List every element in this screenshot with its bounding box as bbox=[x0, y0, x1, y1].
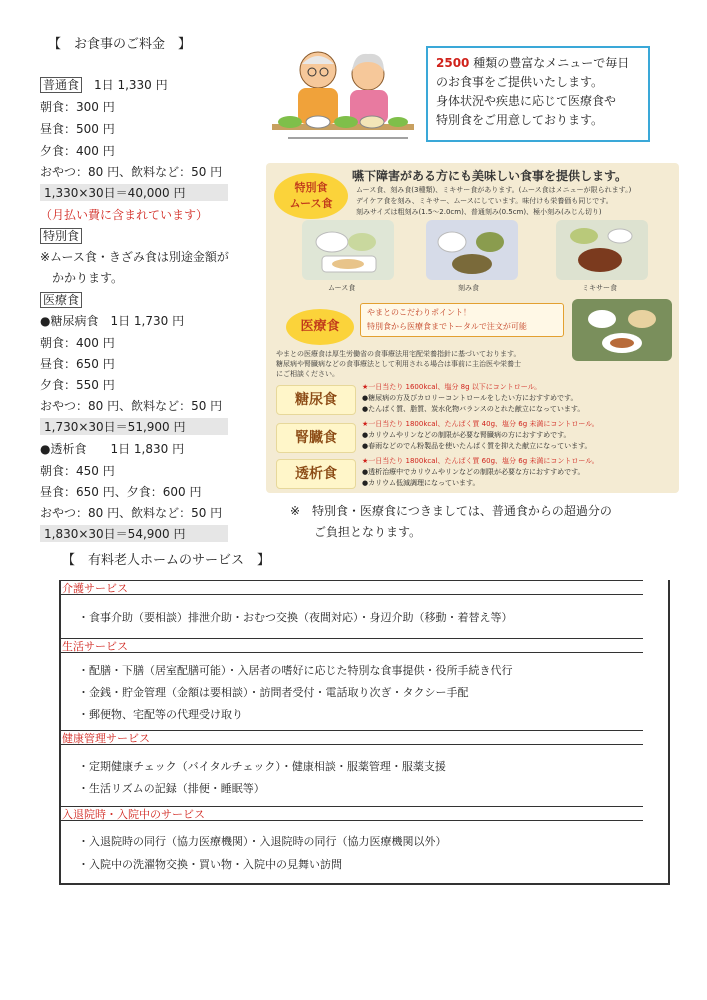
breakfast-price: 朝食：300 円 bbox=[40, 100, 115, 114]
diabetes-diet-tag: 糖尿食 bbox=[276, 385, 356, 415]
mousse-meal-photo bbox=[302, 220, 394, 280]
services-table bbox=[59, 580, 670, 885]
medical-desc-1: やまとの医療食は厚生労働省の食事療法用宅配栄養指針に基づいております。 bbox=[276, 350, 521, 358]
info-line-2: のお食事をご提供いたします。 bbox=[436, 75, 604, 89]
health-service-item-2: ・生活リズムの記録（排便・睡眠等） bbox=[78, 782, 265, 795]
life-service-title: 生活サービス bbox=[59, 638, 643, 653]
life-service-item-1: ・配膳・下膳（居室配膳可能）・入居者の嗜好に応じた特別な食事提供・役所手続き代行 bbox=[78, 664, 513, 677]
care-service-title: 介護サービス bbox=[59, 580, 643, 595]
diabetes-snack: おやつ：80 円、飲料など：50 円 bbox=[40, 399, 223, 413]
special-bullet-3: 刻みサイズは粗刻み(1.5〜2.0cm)、普通刻み(0.5cm)、極小刻み(みじん切り) bbox=[356, 208, 602, 216]
special-meal-label: 特別食 bbox=[40, 228, 82, 244]
info-line-4: 特別食をご用意しております。 bbox=[436, 113, 604, 127]
meal-photo-panel bbox=[266, 163, 679, 493]
dialysis-breakfast: 朝食：450 円 bbox=[40, 464, 115, 478]
diabetes-breakfast: 朝食：400 円 bbox=[40, 336, 115, 350]
snack-price: おやつ：80 円、飲料など：50 円 bbox=[40, 165, 223, 179]
kidney-note-2: ●春雨などのでん粉製品を使いたんぱく質を抑えた献立になっています。 bbox=[362, 442, 592, 450]
hospital-service-item-1: ・入退院時の同行（協力医療機関）・入退院時の同行（協力医療機関以外） bbox=[78, 835, 447, 848]
services-heading: 【 有料老人ホームのサービス 】 bbox=[62, 553, 271, 568]
diabetes-meal-price: ●糖尿病食 1日 1,730 円 bbox=[40, 314, 185, 328]
special-bullet-1: ムース食、刻み食(3種類)、ミキサー食があります。(ムース食はメニューが限られます。) bbox=[356, 186, 632, 194]
chopped-meal-photo bbox=[426, 220, 518, 280]
excess-cost-note bbox=[290, 501, 612, 543]
note-line-1: ※ 特別食・医療食につきましては、普通食からの超過分の bbox=[290, 504, 612, 518]
kidney-note-1: ●カリウムやリンなどの制限が必要な腎臓病の方におすすめです。 bbox=[362, 431, 571, 439]
diabetes-monthly-total: 1,730×30日＝51,900 円 bbox=[40, 418, 228, 435]
note-line-2: ご負担となります。 bbox=[290, 525, 422, 539]
special-meal-note-cont: かかります。 bbox=[40, 271, 124, 285]
life-service-item-2: ・金銭・貯金管理（金額は要相談）・訪問者受付・電話取り次ぎ・タクシー手配 bbox=[78, 686, 469, 699]
dialysis-monthly-total: 1,830×30日＝54,900 円 bbox=[40, 525, 228, 542]
dialysis-snack: おやつ：80 円、飲料など：50 円 bbox=[40, 506, 223, 520]
regular-meal-price: 1日 1,330 円 bbox=[82, 78, 168, 92]
health-service-item-1: ・定期健康チェック（バイタルチェック）・健康相談・服薬管理・服薬支援 bbox=[78, 760, 446, 773]
pr-line-1: やまとのこだわりポイント！ bbox=[367, 308, 471, 317]
dialysis-lunch-dinner: 昼食：650 円、夕食：600 円 bbox=[40, 485, 202, 499]
diabetes-rule: ★一日当たり 1600kcal、塩分 8g 以下にコントロール。 bbox=[362, 383, 542, 391]
menu-count: 2500 bbox=[436, 56, 470, 70]
kidney-rule: ★一日当たり 1800kcal、たんぱく質 40g、塩分 6g 未満にコントロール。 bbox=[362, 420, 599, 428]
special-badge-line2: ムース食 bbox=[289, 197, 333, 210]
info-line-3: 身体状況や疾患に応じて医療食や bbox=[436, 94, 617, 108]
life-service-item-3: ・郵便物、宅配等の代理受け取り bbox=[78, 708, 243, 721]
elderly-couple-illustration bbox=[268, 42, 418, 150]
special-bullet-2: デイケア食を刻み、ミキサー、ムースにしています。味付けも栄養価も同じです。 bbox=[356, 197, 613, 205]
menu-info-box bbox=[426, 46, 650, 142]
care-service-item-1: ・食事介助（要相談）排泄介助・おむつ交換（夜間対応）・身辺介助（移動・着替え等） bbox=[78, 611, 513, 624]
dialysis-note-2: ●カリウム低減調理になっています。 bbox=[362, 479, 480, 487]
caption-chopped: 刻み食 bbox=[458, 284, 479, 292]
pr-box bbox=[360, 303, 564, 337]
special-meal-note: ※ムース食・きざみ食は別途金額が bbox=[40, 250, 229, 264]
diabetes-lunch: 昼食：650 円 bbox=[40, 357, 115, 371]
monthly-included-note: （月払い費に含まれています） bbox=[40, 208, 209, 222]
info-line-1: 種類の豊富なメニューで毎日 bbox=[469, 56, 630, 70]
diabetes-dinner: 夕食：550 円 bbox=[40, 378, 115, 392]
panel-headline: 嚥下障害がある方にも美味しい食事を提供します。 bbox=[352, 169, 628, 183]
diabetes-note-2: ●たんぱく質、脂質、炭水化物バランスのとれた献立になっています。 bbox=[362, 405, 585, 413]
regular-meal-label: 普通食 bbox=[40, 77, 82, 93]
pr-line-2: 特別食から医療食までトータルで注文が可能 bbox=[367, 322, 527, 331]
dialysis-meal-price: ●透析食 1日 1,830 円 bbox=[40, 442, 185, 456]
special-badge-line1: 特別食 bbox=[294, 181, 328, 194]
diabetes-note-1: ●糖尿病の方及びカロリーコントロールをしたい方におすすめです。 bbox=[362, 394, 578, 402]
dialysis-rule: ★一日当たり 1800kcal、たんぱく質 60g、塩分 6g 未満にコントロール。 bbox=[362, 457, 599, 465]
special-meal-badge bbox=[274, 173, 348, 219]
medical-meal-badge: 医療食 bbox=[286, 309, 354, 345]
hospital-service-title: 入退院時・入院中のサービス bbox=[59, 806, 643, 821]
dialysis-note-1: ●透析治療中でカリウムやリンなどの制限が必要な方におすすめです。 bbox=[362, 468, 585, 476]
medical-meal-photo bbox=[572, 299, 672, 361]
dialysis-diet-tag: 透析食 bbox=[276, 459, 356, 489]
dinner-price: 夕食：400 円 bbox=[40, 144, 115, 158]
blended-meal-photo bbox=[556, 220, 648, 280]
kidney-diet-tag: 腎臓食 bbox=[276, 423, 356, 453]
health-service-title: 健康管理サービス bbox=[59, 730, 643, 745]
lunch-price: 昼食：500 円 bbox=[40, 122, 115, 136]
medical-meal-label: 医療食 bbox=[40, 292, 82, 308]
hospital-service-item-2: ・入院中の洗濯物交換・買い物・入院中の見舞い訪問 bbox=[78, 858, 342, 871]
regular-monthly-total: 1,330×30日＝40,000 円 bbox=[40, 184, 228, 201]
caption-blended: ミキサー食 bbox=[582, 284, 617, 292]
medical-desc-3: にご相談ください。 bbox=[276, 370, 339, 378]
caption-mousse: ムース食 bbox=[328, 284, 356, 292]
meal-price-heading: 【 お食事のご料金 】 bbox=[48, 37, 192, 52]
medical-desc-2: 糖尿病や腎臓病などの食事療法として利用される場合は事前に主治医や栄養士 bbox=[276, 360, 521, 368]
regular-meal-line bbox=[40, 76, 168, 93]
